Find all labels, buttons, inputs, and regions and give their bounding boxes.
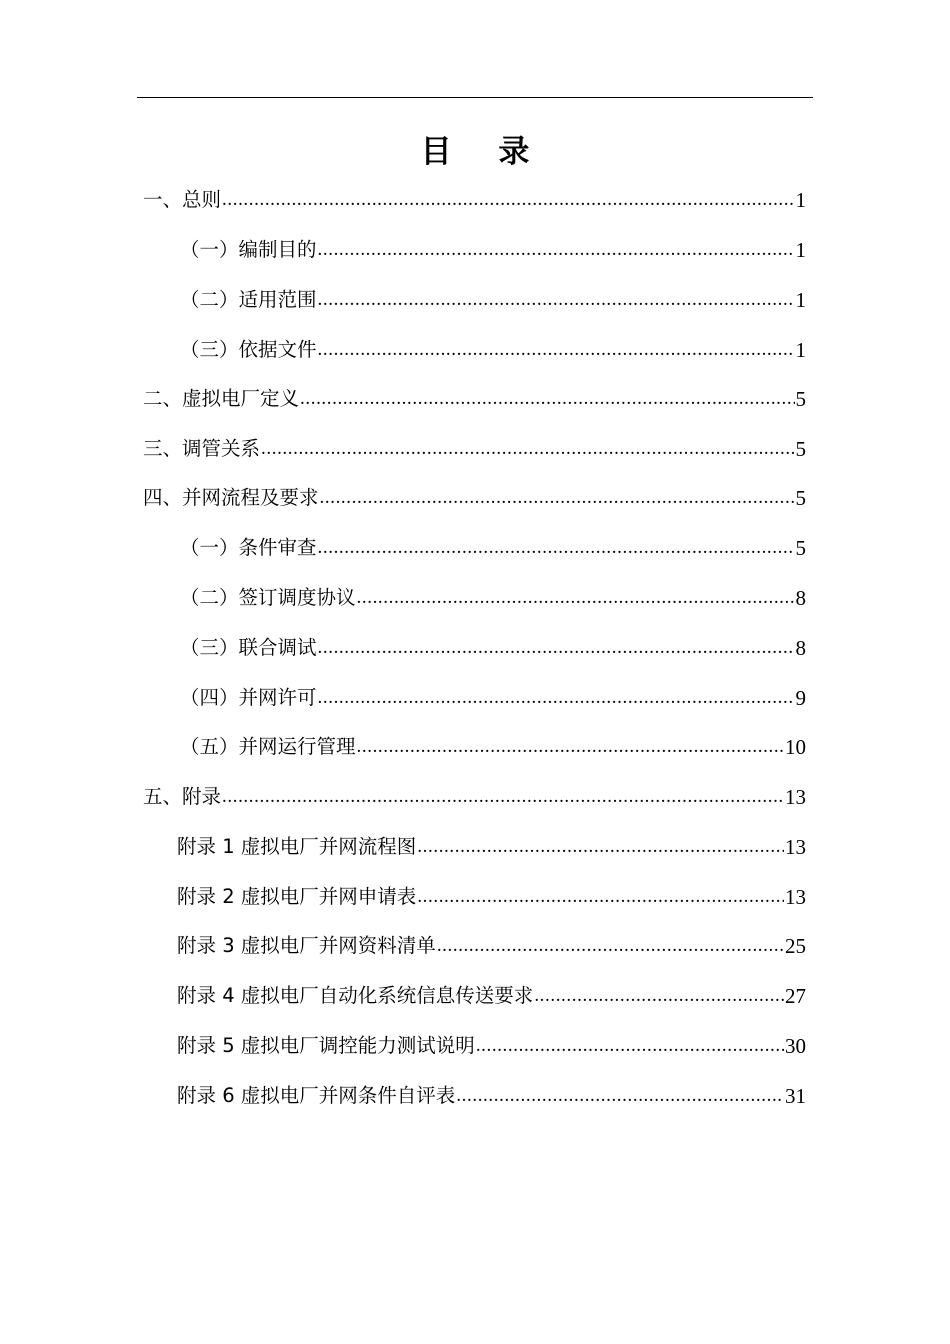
toc-entry-page: 9 (795, 686, 806, 710)
toc-entry-label: （二）适用范围 (180, 288, 317, 311)
dot-leader (318, 276, 795, 324)
toc-entry[interactable] (180, 276, 806, 324)
toc-entry[interactable] (143, 176, 806, 224)
toc-entry[interactable] (177, 823, 806, 871)
toc-entry-label: （五）并网运行管理 (180, 735, 356, 758)
toc-entry-page: 8 (795, 636, 806, 660)
dot-leader (437, 922, 784, 970)
toc-entry-label: （三）依据文件 (180, 338, 317, 361)
toc-entry-label: 附录 2 虚拟电厂并网申请表 (177, 885, 417, 908)
toc-entry-label: （三）联合调试 (180, 636, 317, 659)
dot-leader (222, 773, 784, 821)
toc-entry-label: 附录 4 虚拟电厂自动化系统信息传送要求 (177, 984, 534, 1007)
dot-leader (300, 375, 794, 423)
toc-entry-page: 1 (795, 338, 806, 362)
dot-leader (417, 823, 784, 871)
dot-leader (318, 524, 795, 572)
toc-entry-page: 1 (795, 288, 806, 312)
toc-entry[interactable] (177, 922, 806, 970)
toc-entry-page: 25 (785, 934, 806, 958)
dot-leader (534, 972, 784, 1020)
dot-leader (222, 176, 794, 224)
toc-entry-page: 5 (795, 536, 806, 560)
toc-entry[interactable] (143, 773, 806, 821)
toc-entry-label: 五、附录 (143, 785, 222, 808)
dot-leader (320, 474, 795, 522)
toc-entry-label: 附录 3 虚拟电厂并网资料清单 (177, 934, 436, 957)
toc-entry-page: 27 (785, 984, 806, 1008)
toc-entry[interactable] (180, 723, 806, 771)
toc-entry-page: 1 (795, 188, 806, 212)
toc-entry-label: （一）条件审查 (180, 536, 317, 559)
dot-leader (417, 873, 784, 921)
toc-entry[interactable] (180, 326, 806, 374)
toc-entry[interactable] (180, 226, 806, 274)
toc-entry-label: 附录 5 虚拟电厂调控能力测试说明 (177, 1034, 475, 1057)
dot-leader (318, 226, 795, 274)
dot-leader (476, 1022, 784, 1070)
toc-entry[interactable] (177, 873, 806, 921)
toc-entry-label: （一）编制目的 (180, 238, 317, 261)
toc-entry[interactable] (177, 1072, 806, 1120)
toc-entry-page: 5 (795, 437, 806, 461)
header-rule (137, 97, 813, 98)
toc-entry-label: 一、总则 (143, 188, 222, 211)
toc-entry[interactable] (180, 574, 806, 622)
toc-entry-label: 附录 6 虚拟电厂并网条件自评表 (177, 1084, 456, 1107)
toc-entry-page: 13 (785, 885, 806, 909)
toc-entry[interactable] (143, 425, 806, 473)
toc-entry-label: 三、调管关系 (143, 437, 261, 460)
toc-entry[interactable] (143, 474, 806, 522)
dot-leader (357, 574, 795, 622)
dot-leader (318, 674, 795, 722)
toc-entry-page: 10 (785, 735, 806, 759)
toc-entry-label: 附录 1 虚拟电厂并网流程图 (177, 835, 417, 858)
dot-leader (318, 326, 795, 374)
toc-entry[interactable] (143, 375, 806, 423)
dot-leader (357, 723, 784, 771)
toc-entry-page: 13 (785, 835, 806, 859)
toc-entry-page: 31 (785, 1084, 806, 1108)
toc-entry-label: 二、虚拟电厂定义 (143, 387, 300, 410)
toc-entry-page: 13 (785, 785, 806, 809)
dot-leader (261, 425, 794, 473)
toc-entry-page: 1 (795, 238, 806, 262)
toc-entry[interactable] (180, 674, 806, 722)
toc-title: 目 录 (420, 134, 548, 170)
toc-entry-label: （四）并网许可 (180, 686, 317, 709)
toc-entry-label: （二）签订调度协议 (180, 586, 356, 609)
dot-leader (456, 1072, 784, 1120)
toc-entry[interactable] (177, 1022, 806, 1070)
toc-entry[interactable] (180, 524, 806, 572)
toc-entry[interactable] (177, 972, 806, 1020)
toc-entry-page: 30 (785, 1034, 806, 1058)
toc-entry[interactable] (180, 624, 806, 672)
dot-leader (318, 624, 795, 672)
toc-entry-page: 5 (795, 486, 806, 510)
toc-entry-page: 5 (795, 387, 806, 411)
toc-entry-page: 8 (795, 586, 806, 610)
toc-entry-label: 四、并网流程及要求 (143, 486, 319, 509)
